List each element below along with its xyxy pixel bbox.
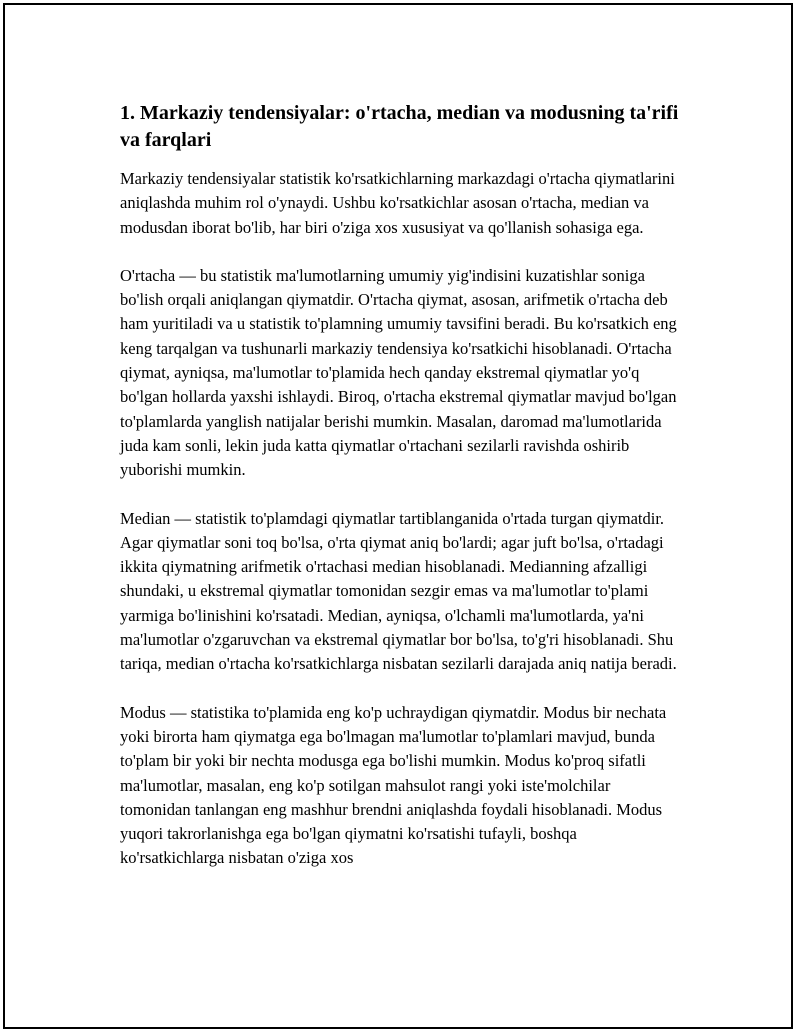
section-heading: 1. Markaziy tendensiyalar: o'rtacha, median va modusning ta'rifi va farqlari	[120, 102, 679, 151]
document-content	[120, 100, 680, 895]
paragraph-intro: Markaziy tendensiyalar statistik ko'rsatkichlarning markazdagi o'rtacha qiymatlarini aniqlashda muhim rol o'ynaydi. Ushbu ko'rsatkichlar asosan o'rtacha, median va modusdan iborat bo'lib, har biri o'ziga xos xususiyat va qo'llanish sohasiga ega.	[120, 169, 675, 237]
paragraph-median: Median — statistik to'plamdagi qiymatlar tartiblanganida o'rtada turgan qiymatdir. Agar qiymatlar soni toq bo'lsa, o'rta qiymat aniq bo'lardi; agar juft bo'lsa, o'rtadagi ikkita qiymatning arifmetik o'rtachasi median hisoblanadi. Medianning afzalligi shundaki, u ekstremal qiymatlar tomonidan sezgir emas va ma'lumotlar to'plami yarmiga bo'linishini ko'rsatadi. Median, ayniqsa, o'lchamli ma'lumotlarda, ya'ni ma'lumotlar o'zgaruvchan va ekstremal qiymatlar bor bo'lsa, to'g'ri hisoblanadi. Shu tariqa, median o'rtacha ko'rsatkichlarga nisbatan sezilarli darajada aniq natija beradi.	[120, 508, 677, 674]
document-page	[3, 3, 793, 1029]
paragraph-mode: Modus — statistika to'plamida eng ko'p uchraydigan qiymatdir. Modus bir nechata yoki birorta ham qiymatga ega bo'lmagan ma'lumotlar to'plamlari mavjud, bunda to'plam bir yoki bir nechta modusga ega bo'lishi mumkin. Modus ko'proq sifatli ma'lumotlar, masalan, eng ko'p sotilgan mahsulot rangi yoki iste'molchilar tomonidan tanlangan eng mashhur brendni aniqlashda foydali hisoblanadi. Modus yuqori takrorlanishga ega bo'lgan qiymatni ko'rsatishi tufayli, boshqa ko'rsatkichlarga nisbatan o'ziga xos	[120, 702, 667, 868]
paragraph-mean: O'rtacha — bu statistik ma'lumotlarning umumiy yig'indisini kuzatishlar soniga bo'lish orqali aniqlangan qiymatdir. O'rtacha qiymat, asosan, arifmetik o'rtacha deb ham yuritiladi va u statistik to'plamning umumiy tavsifini beradi. Bu ko'rsatkich eng keng tarqalgan va tushunarli markaziy tendensiya ko'rsatkichi hisoblanadi. O'rtacha qiymat, ayniqsa, ma'lumotlar to'plamida hech qanday ekstremal qiymatlar yo'q bo'lgan hollarda yaxshi ishlaydi. Biroq, o'rtacha ekstremal qiymatlar mavjud bo'lgan to'plamlarda yanglish natijalar berishi mumkin. Masalan, daromad ma'lumotlarida juda kam sonli, lekin juda katta qiymatlar o'rtachani sezilarli ravishda oshirib yuborishi mumkin.	[120, 265, 677, 480]
